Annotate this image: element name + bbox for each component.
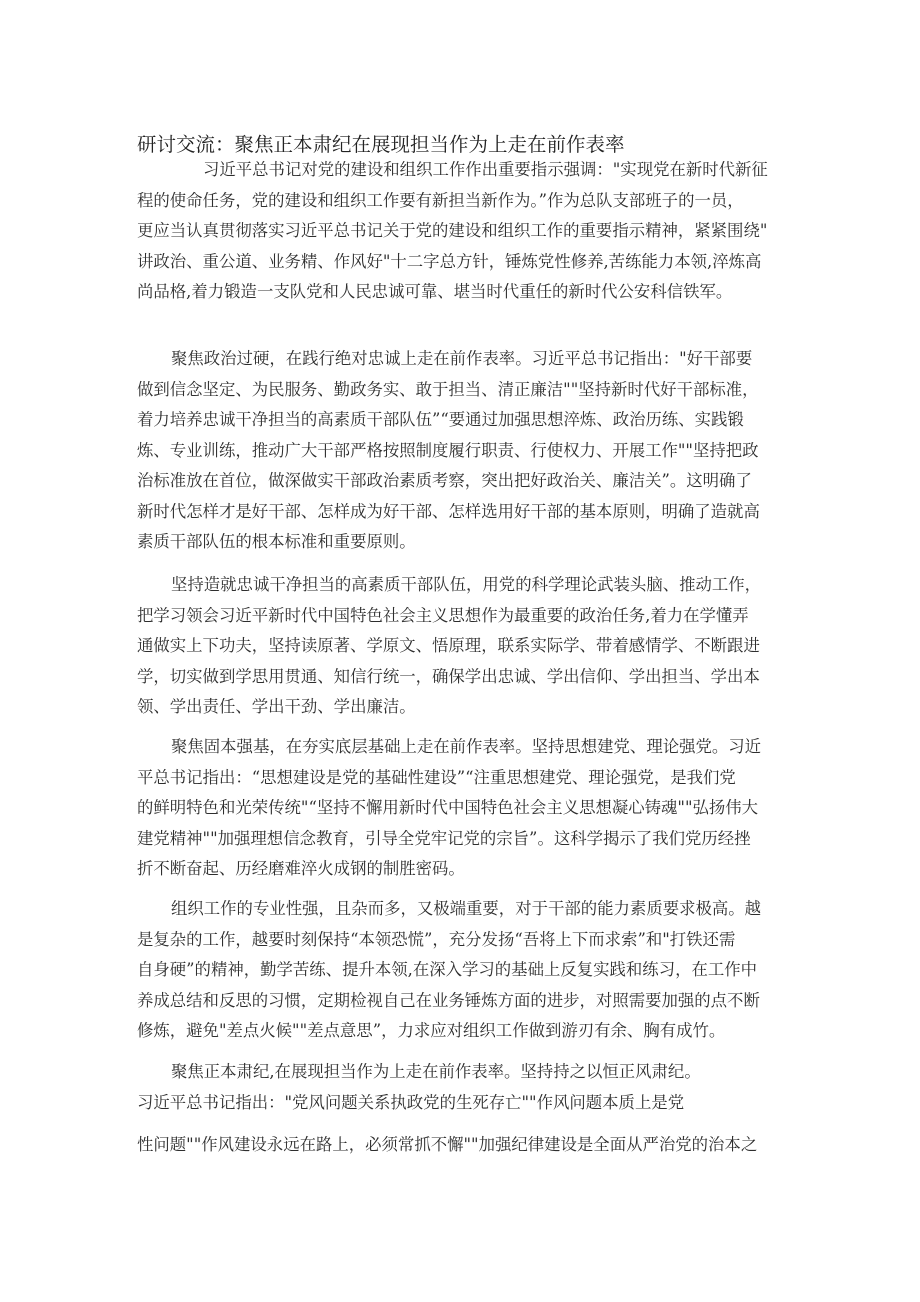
paragraph-organization bbox=[137, 894, 797, 1047]
paragraph-intro bbox=[137, 155, 797, 308]
text-line: 建党精神""加强理想信念教育，引导全党牢记党的宗旨”。这科学揭示了我们党历经挫 bbox=[137, 828, 751, 848]
text-line: 平总书记指出：“思想建设是党的基础性建设”“注重思想建党、理论强党，是我们党 bbox=[137, 767, 736, 787]
text-line: 组织工作的专业性强，且杂而多，又极端重要，对于干部的能力素质要求极高。越 bbox=[171, 899, 762, 918]
paragraph-foundation bbox=[137, 732, 797, 885]
text-line: 做到信念坚定、为民服务、勤政务实、敢于担当、清正廉洁""坚持新时代好干部标准， bbox=[137, 379, 759, 399]
text-line: 聚焦固本强基，在夯实底层基础上走在前作表率。坚持思想建党、理论强党。习近 bbox=[171, 737, 762, 756]
text-line: 着力培养忠诚干净担当的高素质干部队伍”“要通过加强思想淬炼、政治历练、实践锻 bbox=[137, 410, 744, 429]
text-line: 折不断奋起、历经磨难淬火成钢的制胜密码。 bbox=[137, 859, 465, 878]
text-line: 炼、专业训练，推动广大干部严格按照制度履行职责、行使权力、开展工作""坚持把政 bbox=[137, 440, 759, 460]
text-line: 更应当认真贯彻落实习近平总书记关于党的建设和组织工作的重要指示精神，紧紧围绕" bbox=[137, 221, 768, 240]
text-line: 领、学出责任、学出干劲、学出廉洁。 bbox=[137, 697, 416, 716]
text-line: 的鲜明特色和光荣传统"“坚持不懈用新时代中国特色社会主义思想凝心铸魂""弘扬伟大 bbox=[137, 798, 759, 817]
text-line: 聚焦正本肃纪,在展现担当作为上走在前作表率。坚持持之以恒正风肃纪。 bbox=[171, 1062, 701, 1081]
text-line: 通做实上下功夫，坚持读原著、学原文、悟原理，联系实际学、带着感情学、不断跟进 bbox=[137, 636, 760, 655]
text-line: 尚品格,着力锻造一支队党和人民忠诚可靠、堪当时代重任的新时代公安科信铁军。 bbox=[137, 282, 733, 301]
text-line: 素质干部队伍的根本标准和重要原则。 bbox=[137, 532, 416, 551]
text-line: 习近平总书记指出："党风问题关系执政党的生死存亡""作风问题本质上是党 bbox=[137, 1092, 685, 1112]
text-line: 修炼，避免"差点火候""差点意思”，力求应对组织工作做到游刃有余、胸有成竹。 bbox=[137, 1021, 726, 1040]
text-line: 是复杂的工作，越要时刻保持“本领恐慌”，充分发扬“吾将上下而求索”和"打铁还需 bbox=[137, 929, 736, 949]
text-line: 讲政治、重公道、业务精、作风好"十二字总方针，锤炼党性修养,苦练能力本领,淬炼高 bbox=[137, 251, 762, 271]
text-line: 聚焦政治过硬，在践行绝对忠诚上走在前作表率。习近平总书记指出："好干部要 bbox=[171, 349, 753, 368]
text-line: 新时代怎样才是好干部、怎样成为好干部、怎样选用好干部的基本原则，明确了造就高 bbox=[137, 501, 760, 521]
text-line: 性问题""作风建设永远在路上，必须常抓不懈""加强纪律建设是全面从严治党的治本之 bbox=[137, 1135, 758, 1154]
paragraph-political bbox=[137, 344, 797, 558]
text-line: 把学习领会习近平新时代中国特色社会主义思想作为最重要的政治任务,着力在学懂弄 bbox=[137, 605, 749, 625]
text-line: 治标准放在首位，做深做实干部政治素质考察，突出把好政治关、廉洁关”。这明确了 bbox=[137, 471, 752, 490]
document-title: 研讨交流：聚焦正本肃纪在展现担当作为上走在前作表率 bbox=[137, 133, 625, 156]
paragraph-discipline bbox=[137, 1057, 797, 1161]
text-line: 自身硬”的精神，勤学苦练、提升本领,在深入学习的基础上反复实践和练习，在工作中 bbox=[137, 960, 758, 979]
text-line: 习近平总书记对党的建设和组织工作作出重要指示强调："实现党在新时代新征 bbox=[203, 160, 768, 179]
text-line: 坚持造就忠诚干净担当的高素质干部队伍，用党的科学理论武装头脑、推动工作， bbox=[171, 575, 762, 594]
text-line: 程的使命任务，党的建设和组织工作要有新担当新作为。”作为总队支部班子的一员， bbox=[137, 190, 744, 210]
text-line: 养成总结和反思的习惯，定期检视自己在业务锤炼方面的进步，对照需要加强的点不断 bbox=[137, 990, 760, 1010]
text-line: 学，切实做到学思用贯通、知信行统一，确保学出忠诚、学出信仰、学出担当、学出本 bbox=[137, 666, 760, 686]
paragraph-cadres bbox=[137, 570, 797, 723]
